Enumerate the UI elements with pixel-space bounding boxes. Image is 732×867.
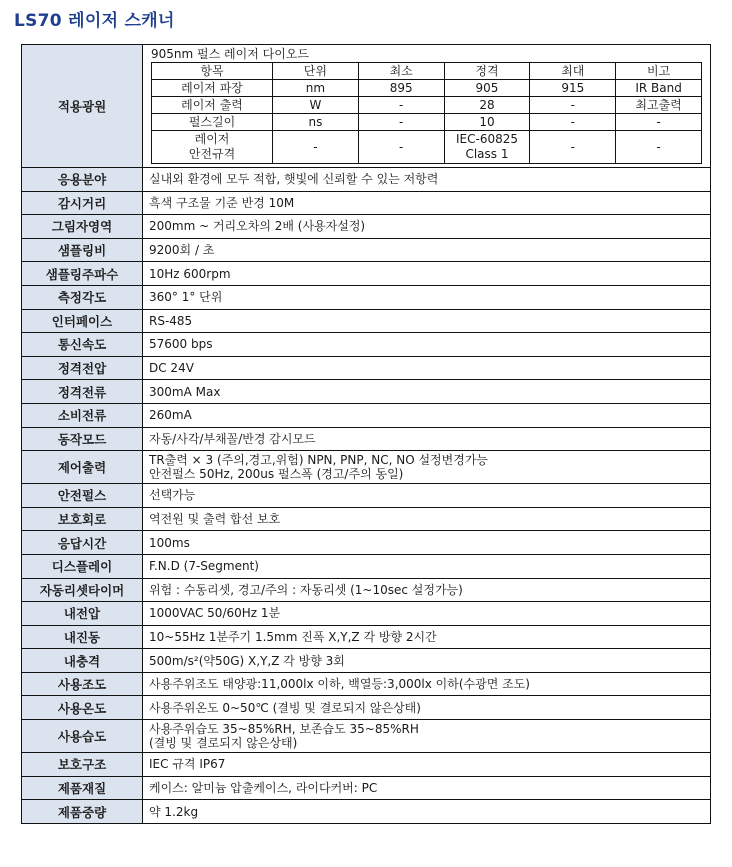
spec-value: 10~55Hz 1분주기 1.5mm 진폭 X,Y,Z 각 방향 2시간 [143,625,711,649]
spec-value: 선택가능 [143,484,711,508]
light-source-cell-value: - [616,131,702,164]
spec-label: 샘플링주파수 [22,262,143,286]
light-source-table [151,62,702,164]
spec-label: 정격전압 [22,356,143,380]
spec-value: 200mm ~ 거리오차의 2배 (사용자설정) [143,215,711,239]
spec-row [22,484,711,508]
spec-value-line: 사용주위습도 35~85%RH, 보존습도 35~85%RH [149,722,419,737]
spec-value-line: 안전펄스 50Hz, 200us 펄스폭 (경고/주의 동일) [149,467,404,482]
cell-line: 안전규격 [188,147,236,161]
spec-label: 안전펄스 [22,484,143,508]
spec-value: 흑색 구조물 기준 반경 10M [143,191,711,215]
spec-label: 측정각도 [22,285,143,309]
spec-label: 제어출력 [22,451,143,484]
spec-row [22,800,711,824]
spec-label: 소비전류 [22,403,143,427]
spec-row [22,403,711,427]
spec-label: 통신속도 [22,333,143,357]
spec-value: 자동/사각/부채꼴/반경 감시모드 [143,427,711,451]
spec-value: 역전원 및 출력 합선 보호 [143,507,711,531]
light-source-cell [143,45,711,168]
spec-value-line: TR출력 × 3 (주의,경고,위험) NPN, PNP, NC, NO 설정변경가능 [149,453,489,468]
spec-label: 사용습도 [22,720,143,753]
spec-value: 사용주위온도 0~50℃ (결빙 및 결로되지 않은상태) [143,696,711,720]
spec-row [22,427,711,451]
spec-value: 300mA Max [143,380,711,404]
light-source-cell-value: - [530,131,616,164]
light-source-caption: 905nm 펄스 레이저 다이오드 [151,47,309,61]
spec-label: 인터페이스 [22,309,143,333]
light-source-cell-value: - [616,114,702,131]
spec-label: 동작모드 [22,427,143,451]
spec-label: 응답시간 [22,531,143,555]
light-source-cell-value: W [273,97,359,114]
spec-row [22,696,711,720]
spec-row [22,285,711,309]
light-source-cell-value: - [358,131,444,164]
spec-row [22,333,711,357]
spec-value: IEC 규격 IP67 [143,753,711,777]
spec-label: 정격전류 [22,380,143,404]
light-source-header-cell: 비고 [616,63,702,80]
light-source-cell-value [152,131,273,164]
light-source-cell-value: 레이저 파장 [152,80,273,97]
spec-label: 사용조도 [22,672,143,696]
light-source-cell-value: nm [273,80,359,97]
spec-label: 자동리셋타이머 [22,578,143,602]
light-source-cell-value: IR Band [616,80,702,97]
light-source-header-row [152,63,702,80]
spec-table [21,44,711,824]
light-source-header-cell: 항목 [152,63,273,80]
spec-row [22,554,711,578]
light-source-row [152,97,702,114]
spec-row [22,578,711,602]
spec-value: 57600 bps [143,333,711,357]
light-source-cell-value: 10 [444,114,530,131]
light-source-header-cell: 최소 [358,63,444,80]
spec-value: 360° 1° 단위 [143,285,711,309]
light-source-row [152,131,702,164]
spec-row [22,191,711,215]
spec-row [22,168,711,192]
light-source-cell-value: - [358,114,444,131]
light-source-cell-value: 895 [358,80,444,97]
light-source-cell-value: 펄스길이 [152,114,273,131]
light-source-cell-value: - [530,114,616,131]
spec-row [22,262,711,286]
light-source-cell-value: 905 [444,80,530,97]
spec-row [22,625,711,649]
cell-line: 레이저 [194,132,230,146]
spec-row [22,753,711,777]
spec-label: 디스플레이 [22,554,143,578]
spec-label: 보호구조 [22,753,143,777]
spec-row [22,238,711,262]
spec-label: 보호회로 [22,507,143,531]
spec-label: 제품중량 [22,800,143,824]
spec-label: 감시거리 [22,191,143,215]
cell-line: IEC-60825 [455,132,518,146]
spec-row [22,776,711,800]
spec-value [143,720,711,753]
spec-row [22,356,711,380]
spec-value: 약 1.2kg [143,800,711,824]
spec-label: 제품재질 [22,776,143,800]
spec-value: 1000VAC 50/60Hz 1분 [143,602,711,626]
spec-label: 그림자영역 [22,215,143,239]
light-source-cell-value [444,131,530,164]
spec-row [22,309,711,333]
light-source-cell-value: - [358,97,444,114]
spec-value: F.N.D (7-Segment) [143,554,711,578]
spec-row [22,451,711,484]
light-source-cell-value: 최고출력 [616,97,702,114]
spec-value: 사용주위조도 태양광:11,000lx 이하, 백열등:3,000lx 이하(수광면 조도) [143,672,711,696]
spec-value: 실내외 환경에 모두 적합, 햇빛에 신뢰할 수 있는 저항력 [143,168,711,192]
light-source-cell-value: ns [273,114,359,131]
spec-value: 10Hz 600rpm [143,262,711,286]
spec-row-light-source [22,45,711,168]
spec-value: RS-485 [143,309,711,333]
light-source-cell-value: 915 [530,80,616,97]
light-source-header-cell: 정격 [444,63,530,80]
light-source-cell-value: 레이저 출력 [152,97,273,114]
spec-value: 100ms [143,531,711,555]
light-source-cell-value: - [530,97,616,114]
spec-label: 응용분야 [22,168,143,192]
light-source-row [152,80,702,97]
page-title: LS70 레이저 스캐너 [14,11,175,31]
spec-label: 적용광원 [22,45,143,168]
spec-value: 260mA [143,403,711,427]
spec-row [22,602,711,626]
spec-label: 내충격 [22,649,143,673]
spec-row [22,672,711,696]
light-source-header-cell: 최대 [530,63,616,80]
spec-value [143,451,711,484]
spec-value: 케이스: 알미늄 압출케이스, 라이다커버: PC [143,776,711,800]
spec-value: DC 24V [143,356,711,380]
spec-row [22,507,711,531]
spec-value: 위험 : 수동리셋, 경고/주의 : 자동리셋 (1~10sec 설정가능) [143,578,711,602]
spec-row [22,649,711,673]
spec-value: 9200회 / 초 [143,238,711,262]
spec-row [22,720,711,753]
spec-row [22,531,711,555]
spec-label: 내진동 [22,625,143,649]
spec-value: 500m/s²(약50G) X,Y,Z 각 방향 3회 [143,649,711,673]
light-source-cell-value: - [273,131,359,164]
light-source-header-cell: 단위 [273,63,359,80]
spec-value-line: (결빙 및 결로되지 않은상태) [149,736,298,751]
light-source-row [152,114,702,131]
spec-label: 내전압 [22,602,143,626]
light-source-cell-value: 28 [444,97,530,114]
spec-label: 샘플링비 [22,238,143,262]
spec-label: 사용온도 [22,696,143,720]
spec-row [22,380,711,404]
cell-line: Class 1 [465,147,509,161]
spec-row [22,215,711,239]
